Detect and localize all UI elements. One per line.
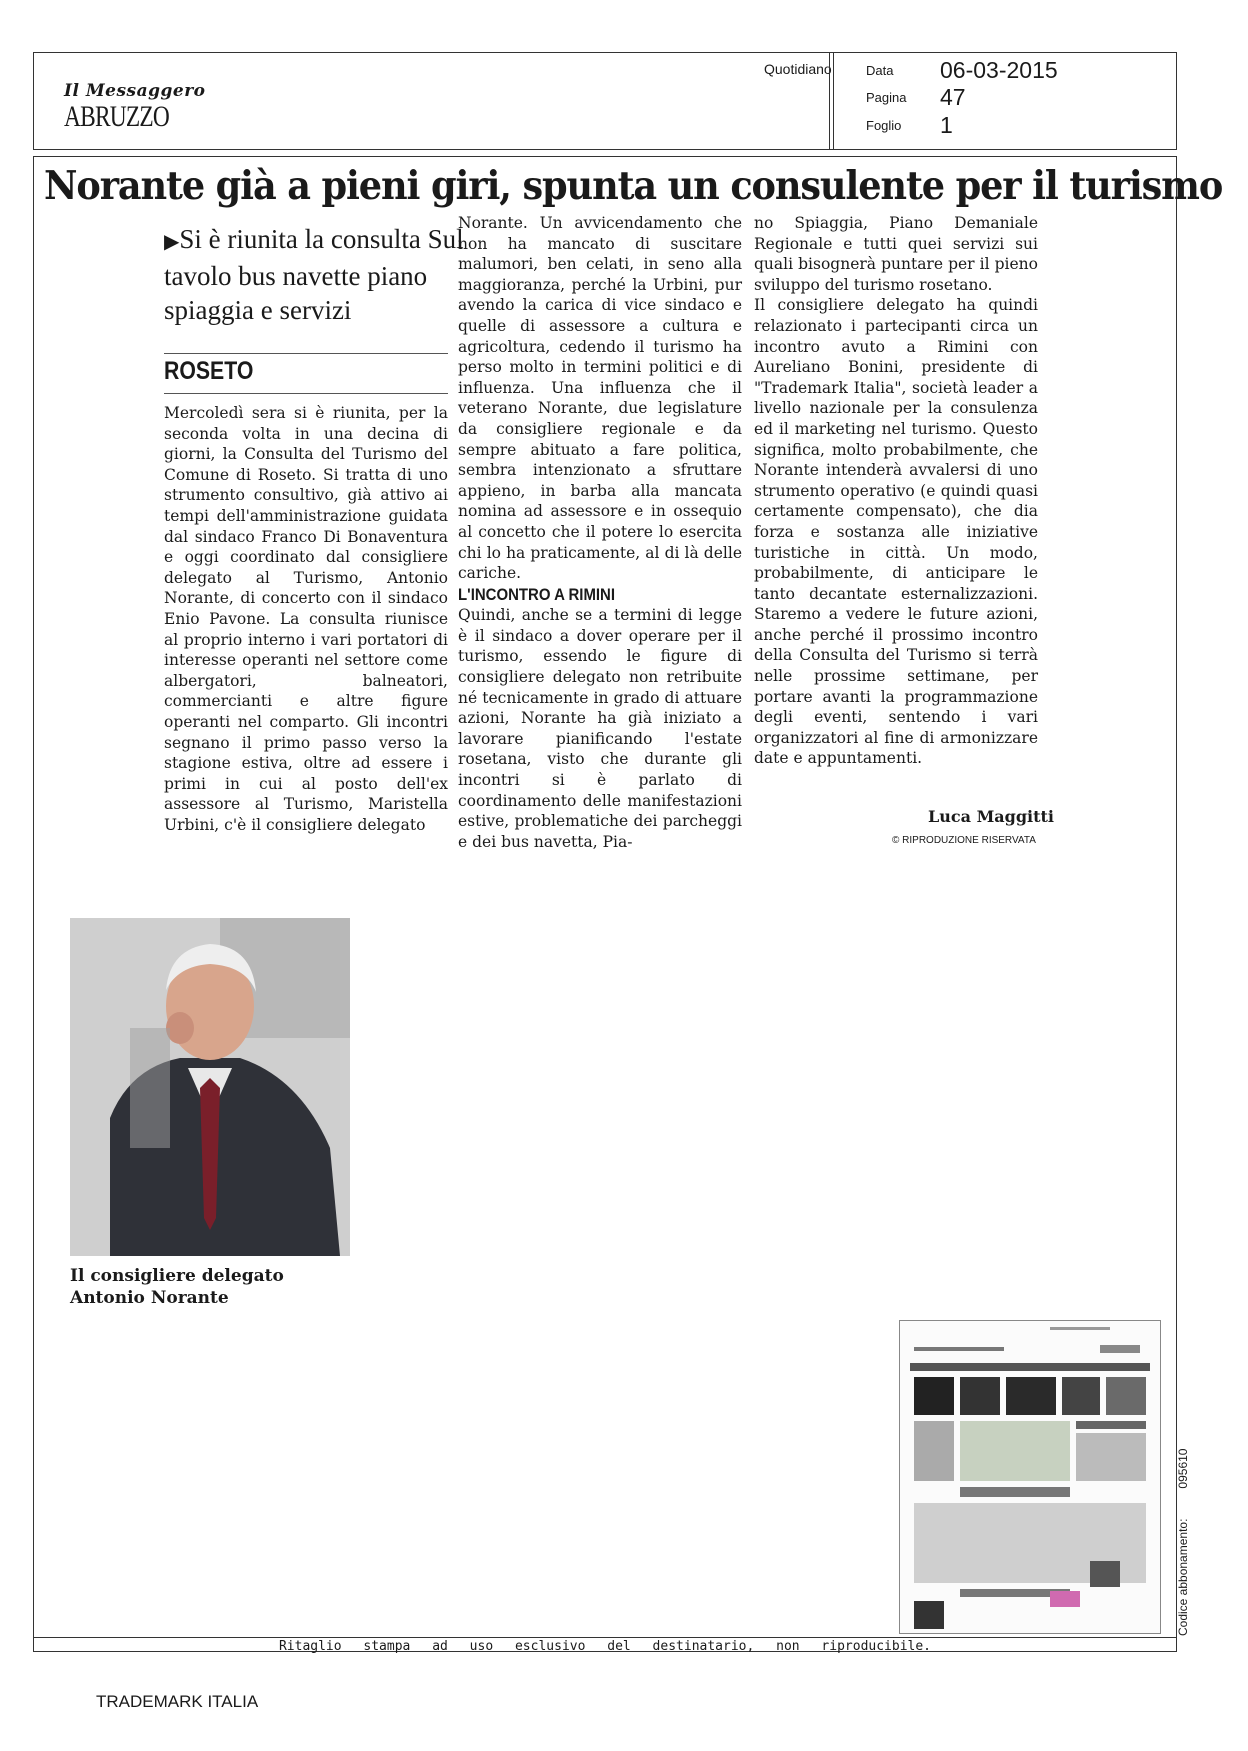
article-column-2 (458, 213, 742, 852)
article-column-3 (754, 213, 1038, 769)
header-divider (833, 53, 834, 149)
logo-edition: ABRUZZO (64, 100, 170, 133)
caption-line: Il consigliere delegato (70, 1266, 284, 1286)
section-rule-bottom (164, 393, 448, 394)
meta-value: 47 (940, 84, 966, 110)
meta-date (866, 57, 1058, 84)
clipping-header (33, 52, 1177, 150)
body-paragraph: Norante. Un avvicendamento che non ha mancato di suscitare malumori, ben celati, in seno alla maggioranza, perché la Urbini, pur avendo la carica di vice sindaco e quelle di assessore a cultura e agricoltura, cedendo il turismo ha perso molto in termini politici e di influenza. Una influenza che il veterano Norante, due legislature da consigliere regionale e da sempre abituato a fare politica, sembra intenzionato a sfruttare appieno, in barba alla mancata nomina ad assessore e in ossequio al concetto che il potere lo esercita chi lo ha praticamente, al di là delle cariche. (458, 214, 742, 583)
caption-line: Antonio Norante (70, 1288, 229, 1308)
body-paragraph: Quindi, anche se a termini di legge è il sindaco a dover operare per il turismo, essendo le figure di consigliere delegato non retribuite né tecnicamente in grado di attuare azioni, Norante ha già iniziato a lavorare pianificando l'estate rosetana, visto che durante gli incontri si è parlato di coordinamento delle manifestazioni estive, problematiche dei parcheggi e dei bus navetta, Pia- (458, 606, 742, 851)
article-byline: Luca Maggitti (928, 807, 1054, 826)
body-paragraph: Mercoledì sera si è riunita, per la seconda volta in una decina di giorni, la Consulta del Turismo del Comune di Roseto. Si tratta di uno strumento consultivo, già attivo ai tempi dell'amministrazione guidata dal sindaco Franco Di Bonaventura e oggi coordinato dal consigliere delegato al Turismo, Antonio Norante, di concerto con il sindaco Enio Pavone. La consulta riunisce al proprio interno i vari portatori di interesse operanti nel settore come albergatori, balneatori, commercianti e altre figure operanti nel comparto. Gli incontri segnano il primo passo verso la stagione estiva, oltre ad essere i primi in cui al posto dell'ex assessore al Turismo, Maristella Urbini, c'è il consigliere delegato (164, 404, 448, 834)
meta-value: 06-03-2015 (940, 57, 1058, 83)
copyright-notice: © RIPRODUZIONE RISERVATA (892, 835, 1036, 846)
logo-masthead: Il Messaggero (64, 81, 206, 101)
body-paragraph: Il consigliere delegato ha quindi relazionato i partecipanti circa un incontro avuto a Rimini con Aureliano Bonini, presidente di "Trademark Italia", società leader a livello nazionale per la consulenza ed il marketing nel turismo. Questo significa, molto probabilmente, che Norante intenderà avvalersi di uno strumento operativo (e quindi quasi certamente compensato), che dia forza e sostanza alle iniziative turistiche in città. Un modo, probabilmente, di anticipare le tanto decantate esternalizzazioni. Staremo a vedere le future azioni, anche perché il prossimo incontro della Consulta del Turismo si terrà nelle prossime settimane, per portare avanti la programmazione degli eventi, sentendo i vari organizzatori al fine di armonizzare date e appuntamenti. (754, 296, 1038, 768)
body-paragraph: no Spiaggia, Piano Demaniale Regionale e tutti quei servizi sui quali bisognerà puntare per il pieno sviluppo del turismo rosetano. (754, 214, 1038, 294)
meta-sheet (866, 112, 953, 139)
clipping-notice: Ritaglio stampa ad uso esclusivo del destinatario, non riproducibile. (278, 1639, 932, 1654)
meta-label: Pagina (866, 90, 907, 105)
page-thumbnail-image (900, 1321, 1160, 1633)
deck-text: Si è riunita la consulta Sul tavolo bus navette piano spiaggia e servizi (164, 224, 464, 325)
portrait-illustration (70, 918, 350, 1256)
meta-label: Foglio (866, 118, 902, 133)
triangle-icon: ▶ (164, 231, 180, 253)
subscription-number: 095610 (1176, 1448, 1190, 1489)
subscription-code (1176, 1449, 1190, 1636)
article-deck (164, 222, 464, 327)
meta-value: 1 (940, 112, 953, 138)
section-label: ROSETO (164, 357, 254, 385)
page-thumbnail (899, 1320, 1161, 1634)
article-headline: Norante già a pieni giri, spunta un consulente per il turismo (44, 163, 1223, 209)
article-subhead: L'INCONTRO A RIMINI (458, 584, 616, 604)
publication-type: Quotidiano (764, 61, 832, 77)
article-column-1 (164, 403, 448, 835)
subscription-label: Codice abbonamento: (1176, 1518, 1190, 1636)
portrait-photo (70, 918, 350, 1256)
agency-credit: TRADEMARK ITALIA (96, 1692, 259, 1711)
section-rule-top (164, 353, 448, 354)
meta-page (866, 84, 966, 111)
header-divider (829, 53, 830, 149)
meta-label: Data (866, 63, 894, 78)
footer-divider (34, 1637, 1176, 1638)
photo-caption (70, 1265, 284, 1309)
